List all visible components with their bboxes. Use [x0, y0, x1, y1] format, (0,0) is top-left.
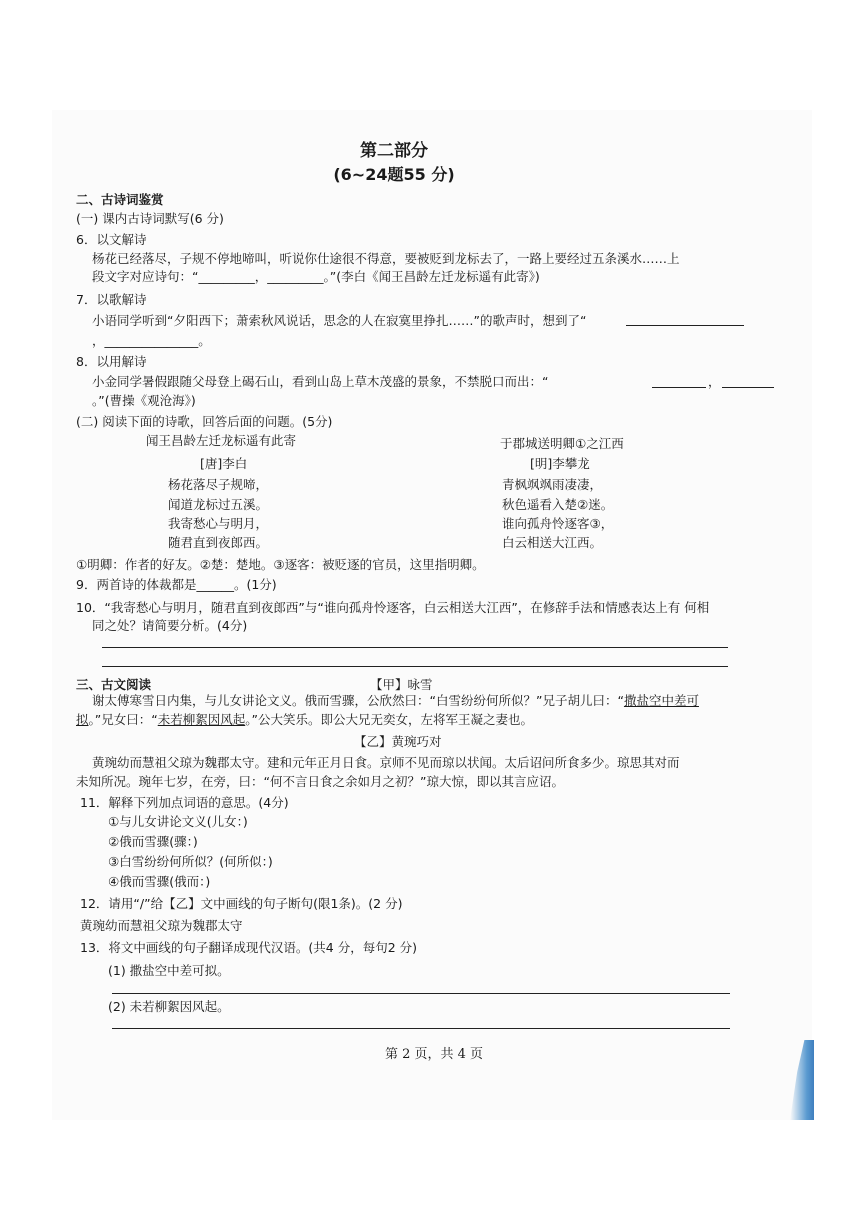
poem2-line2: 秋色遥看入楚②迷。 [502, 497, 614, 512]
q7-answer-line-1[interactable] [626, 325, 744, 326]
q10-answer-line-1[interactable] [102, 647, 728, 648]
q8-answer-line-2[interactable] [722, 387, 774, 388]
q13-item1: (1) 撒盐空中差可拟。 [108, 963, 230, 978]
poem2-line4: 白云相送大江西。 [502, 535, 603, 550]
q13-answer-line-1[interactable] [112, 993, 730, 994]
poem1-title: 闻王昌龄左迁龙标遥有此寄 [146, 433, 297, 448]
q8-label: 8．以用解诗 [76, 354, 147, 369]
q6-line2: 段文字对应诗句：“_________，_________。”(李白《闻王昌龄左迁龙标遥有此寄》) [92, 269, 540, 284]
poem2-author: [明]李攀龙 [530, 456, 590, 471]
part-range: (6~24题55 分) [333, 165, 455, 184]
q10-line1: 10．“我寄愁心与明月，随君直到夜郎西”与“谁向孤舟怜逐客，白云相送大江西”，在修辞手法和情感表达上有 何相 [76, 600, 710, 615]
q11-item2: ②俄而雪骤(骤：) [108, 834, 198, 849]
poem1-line1: 杨花落尽子规啼， [168, 477, 269, 492]
q8-comma: ， [708, 374, 721, 389]
text-yi-title: 【乙】黄琬巧对 [354, 734, 442, 749]
poem2-line3: 谁向孤舟怜逐客③， [502, 516, 614, 531]
q12-sentence: 黄琬幼而慧祖父琼为魏郡太守 [80, 918, 243, 933]
poem2-line1: 青枫飒飒雨凄凄， [502, 477, 603, 492]
text-yi-line2: 未知所况。琬年七岁，在旁，曰：“何不言日食之余如月之初？”琼大惊，即以其言应诏。 [76, 774, 564, 789]
poem1-line4: 随君直到夜郎西。 [168, 535, 269, 550]
q13-item2: (2) 未若柳絮因风起。 [108, 999, 230, 1014]
poem1-line3: 我寄愁心与明月， [168, 516, 269, 531]
subsection-2: (二) 阅读下面的诗歌，回答后面的问题。(5分) [76, 414, 333, 429]
text-jia-line1: 谢太傅寒雪日内集，与儿女讲论文义。俄而雪骤，公欣然曰：“白雪纷纷何所似？”兄子胡儿曰：“撒盐空中差可 [92, 693, 699, 708]
part-title: 第二部分 [360, 141, 428, 161]
poem1-author: [唐]李白 [200, 456, 248, 471]
q6-line1: 杨花已经落尽，子规不停地啼叫，听说你仕途很不得意，要被贬到龙标去了，一路上要经过五条溪水……上 [92, 251, 680, 266]
text-jia-line2: 拟。”兄女曰：“未若柳絮因风起。”公大笑乐。即公大兄无奕女，左将军王凝之妻也。 [76, 712, 533, 727]
q8-line2: 。”(曹操《观沧海》) [92, 393, 196, 408]
q11-item1: ①与儿女讲论文义(儿女：) [108, 814, 248, 829]
q11-item4: ④俄而雪骤(俄而：) [108, 874, 211, 889]
q11-label: 11．解释下列加点词语的意思。(4分) [80, 795, 289, 810]
q9: 9．两首诗的体裁都是______。(1分) [76, 577, 277, 592]
q10-line2: 同之处？请简要分析。(4分) [92, 618, 248, 633]
section-2-heading: 二、古诗词鉴赏 [76, 192, 164, 207]
q13-answer-line-2[interactable] [112, 1028, 730, 1029]
text-yi-line1: 黄琬幼而慧祖父琼为魏郡太守。建和元年正月日食。京师不见而琼以状闻。太后诏问所食多少。琼思其对而 [92, 755, 680, 770]
q8-answer-line-1[interactable] [652, 387, 706, 388]
poem-notes: ①明卿：作者的好友。②楚：楚地。③逐客：被贬逐的官员，这里指明卿。 [76, 557, 485, 572]
text-jia-title: 【甲】咏雪 [370, 677, 433, 692]
q6-label: 6．以文解诗 [76, 232, 147, 247]
q13: 13．将文中画线的句子翻译成现代汉语。(共4 分，每句2 分) [80, 940, 418, 955]
q12: 12．请用“/”给【乙】文中画线的句子断句(限1条)。(2 分) [80, 896, 403, 911]
section-3-heading: 三、古文阅读 [76, 677, 152, 692]
q7-line2: ，_______________。 [92, 333, 211, 348]
q10-answer-line-2[interactable] [102, 666, 728, 667]
page-footer: 第 2 页，共 4 页 [384, 1047, 484, 1062]
poem2-title: 于郡城送明卿①之江西 [500, 436, 624, 451]
q8-line1: 小金同学暑假跟随父母登上碣石山，看到山岛上草木茂盛的景象，不禁脱口而出：“ [92, 374, 549, 389]
q7-line1: 小语同学听到“夕阳西下；萧索秋风说话，思念的人在寂寞里挣扎……”的歌声时，想到了“ [92, 313, 587, 328]
subsection-1: (一) 课内古诗词默写(6 分) [76, 211, 224, 226]
poem1-line2: 闻道龙标过五溪。 [168, 497, 269, 512]
q7-label: 7．以歌解诗 [76, 292, 147, 307]
q11-item3: ③白雪纷纷何所似？(何所似：) [108, 854, 273, 869]
